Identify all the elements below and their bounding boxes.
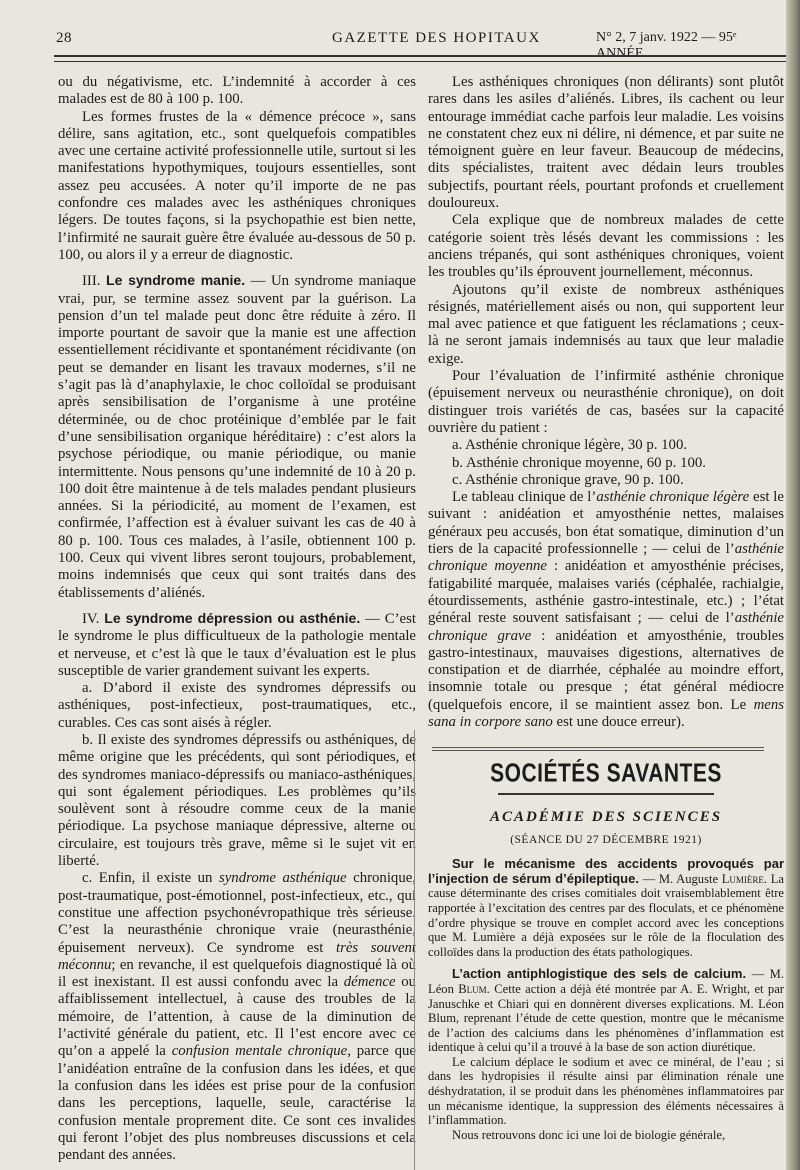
paragraph-clinical (428, 489, 784, 731)
page-number: 28 (56, 30, 72, 46)
column-divider (414, 730, 415, 1170)
text: : anidéation et amyosthénie précises, fatigabilité marquée, malaises variés (céphalée, rachialgie, étourdissements, asthénie gastro-intestinale, etc.) ; l’état général reste souvent satisfaisant ; — celui de l’ (428, 558, 784, 627)
text: , parce que l’anidéation entraîne de la confusion dans les idées, et que la confusion dans les idées est prise pour de la confusion dans les perceptions, laquelle, seule, caractérise la confusion mentale proprement dite. Ce sont ces invalides qui feront l’objet des plus nombreuses discussions et cela pendant des années. (58, 1043, 416, 1164)
text: chronique, post-traumatique, post-émotionnel, post-infectieux, etc., qui constitue une affection psychonévropathique très sérieuse. C’est la neurasthénie chronique vraie (neurasthénie, épuisement nerveux). Ce syndrome est (58, 870, 416, 956)
emphasis: asthénie chronique légère (596, 489, 750, 506)
academy-heading: ACADÉMIE DES SCIENCES (489, 808, 723, 825)
list-item: a. Asthénie chronique légère, 30 p. 100. (452, 437, 688, 454)
section-asthenie (58, 610, 416, 680)
paragraph: ou du négativisme, etc. L’indemnité à accorder à ces malades est de 80 à 100 p. 100. (58, 74, 416, 108)
paragraph: Le calcium déplace le sodium et avec ce minéral, de l’eau ; si dans les hydropisies il résulte ainsi par élimination rénale une déshydratation, il se produit dans les phénomènes inflammatoires par un mécanisme identique, la suppression des éléments nécessaires à l’inflammation. (428, 1054, 784, 1128)
paragraph-a: a. D’abord il existe des syndromes dépressifs ou asthéniques, post-infectieux, post-traumatiques, etc., curables. Ces cas sont aisés à régler. (58, 680, 416, 731)
list-item: b. Asthénie chronique moyenne, 60 p. 100. (452, 454, 706, 471)
text: c. Enfin, il existe un (82, 870, 219, 887)
emphasis: mens sana in corpore sano (428, 696, 784, 730)
text: . La cause déterminante des crises comitiales doit vraisemblablement être rapportée à l’excitation des centres par des floculats, et ce phénomène d’ordre physique se trouve en complet accord avec les conceptions que M. Lumière a déjà exposées sur le rôle de la floculation des colloïdes dans la production des états pathologiques. (428, 871, 784, 959)
section-manie (58, 272, 416, 602)
text: est une douce erreur). (552, 713, 685, 730)
paragraph-c (58, 870, 416, 1164)
section-text: — C’est le syndrome le plus difficultueux de la pathologie mentale et nerveuse, et c’est là que le taux d’évaluation est le plus susceptible de varier grandement suivant les experts. (58, 610, 416, 679)
section-rule (432, 750, 764, 751)
emphasis: syndrome asthénique (218, 870, 347, 887)
text: ; en revanche, il est quelquefois diagnostiqué là où il est inexistant. Il est aussi confondu avec la (58, 956, 416, 991)
author: Blum (458, 981, 487, 996)
emphasis: très souvent méconnu (58, 939, 416, 973)
text: — M. Léon (428, 967, 784, 996)
report-title: L’action antiphlogistique des sels de calcium. (452, 966, 747, 982)
paragraph: Ajoutons qu’il existe de nombreux asthéniques résignés, matériellement aisés ou non, qui supportent leur mal avec patience et que fatiguent les réclamations ; ceux-là ne seront jamais indemnisés au taux que leur maladie exige. (428, 281, 784, 367)
section-rule (432, 747, 764, 748)
author: Lumière (721, 871, 764, 886)
emphasis: démence (343, 974, 396, 991)
section-number: IV. (82, 610, 100, 627)
section-number: III. (82, 273, 101, 290)
journal-title: GAZETTE DES HOPITAUX (332, 30, 541, 46)
text: Le tableau clinique de l’ (452, 489, 597, 506)
text: est le suivant : anidéation et amyosthénie nettes, malaises généraux peu accusés, bon état somatique, diminution d’un tiers de la capacité professionnelle ; — celui de l’ (428, 489, 784, 558)
header-rule-thin (54, 61, 788, 62)
session-date: (SÉANCE DU 27 DÉCEMBRE 1921) (510, 833, 702, 846)
paragraph: Nous retrouvons donc ici une loi de biologie générale, (452, 1127, 726, 1142)
section-heading: Le syndrome dépression ou asthénie. (104, 609, 361, 626)
section-text: — Un syndrome maniaque vrai, pur, se termine assez souvent par la guérison. La pension d’un tel malade peut donc être réduite à zéro. Il importe pourtant de savoir que la manie est une affection essentiellement récidivante et spontanément récidivante (on peut se demander en lisant les travaux modernes, s’il ne s’agit pas là d’anaphylaxie, le choc colloïdal se produisant après sensibilisation de l’organisme à une protéine déterminée, ou de choc protéinique d’emblée par le fait d’une sensibilisation organique héréditaire) : c’est alors la psychose périodique, ou manie périodique, ou manie intermittente. Nous pensons qu’une indemnité de 10 à 20 p. 100 doit être maintenue à de tels malades pendant plusieurs années. Si la périodicité, au moment de l’examen, est confirmée, l’affection est à évaluer suivant les cas de 40 à 80 p. 100. Tous ces malades, à l’asile, obtiennent 100 p. 100. Ceux qui vivent libres seront toujours, probablement, moins indemnisés que ceux qui sont traités dans des établissements d’aliénés. (58, 273, 416, 601)
paragraph: Pour l’évaluation de l’infirmité asthénie chronique (épuisement nerveux ou neurasthénie chronique), on doit distinguer trois variétés de cas, basées sur la capacité ouvrière du patient : (428, 368, 784, 436)
title-rule (498, 793, 714, 795)
text: ou affaiblissement intellectuel, à cause des troubles de la mémoire, de l’attention, à cause de la diminution de l’activité générale du patient, etc. Il l’est encore avec ce qu’on a appelé la (58, 974, 417, 1060)
list-item: c. Asthénie chronique grave, 90 p. 100. (452, 471, 684, 488)
report (428, 967, 784, 1055)
left-column (58, 74, 416, 1164)
emphasis: asthénie chronique moyenne (428, 541, 784, 575)
text: . Cette action a déjà été montrée par A. E. Wright, et par Januschke et Chiari qui en donnèrent diverses explications. M. Léon Blum, reprenant l’étude de cette question, montre que le mécanisme de l’action des calciums dans les phénomènes d’inflammation est identique à celui qu’il a trouvé à la base de son action diurétique. (428, 981, 784, 1055)
paragraph: Les asthéniques chroniques (non délirants) sont plutôt rares dans les asiles d’aliénés. Libres, ils cachent ou leur entourage immédiat cache parfois leur maladie. Les voisins ne constatent chez eux ni délire, ni démence, et par suite ne témoignent guère en leur faveur. Beaucoup de médecins, dits spécialistes, traitent avec dédain leurs troubles subjectifs, pourtant réels, pourtant profonds et cruellement douloureux. (428, 74, 784, 212)
paragraph: Les formes frustes de la « démence précoce », sans délire, sans agitation, etc., sont quelquefois compatibles avec une certaine activité professionnelle utile, surtout si les manifestations hypothymiques, toujours essentielles, sont assez peu accusées. A noter qu’il importe de ne pas confondre ces malades avec les asthéniques chroniques légers. De toutes façons, si la psychopathie est bien nette, l’infirmité ne saurait guère être évaluée au-dessous de 50 p. 100, ou alors il y a erreur de diagnostic. (58, 108, 416, 263)
section-heading: Le syndrome manie. (106, 272, 246, 289)
report (428, 857, 784, 959)
page-edge (786, 0, 800, 1170)
paragraph: Cela explique que de nombreux malades de cette catégorie soient très lésés devant les commissions : les anciens trépanés, qui sont asthéniques chroniques, voient les troubles qu’ils éprouvent journellement, méconnus. (428, 212, 784, 281)
emphasis: asthénie chronique grave (428, 610, 784, 644)
paragraph-b: b. Il existe des syndromes dépressifs ou asthéniques, de même origine que les précédents, qui sont périodiques, et des syndromes maniaco-dépressifs ou maniaco-asthéniques, qui sont également périodiques. Les problèmes qu’ils soulèvent sont à résoudre comme ceux de la manie périodique. La psychose maniaque dépressive, alterne ou circulaire, est toujours très grave, même si le sujet vit en liberté. (58, 731, 416, 870)
emphasis: confusion mentale chronique (171, 1043, 348, 1060)
academy-reports (428, 857, 784, 1142)
header-rule-thick (54, 55, 788, 57)
report-title: Sur le mécanisme des accidents provoqués par l’injection de sérum d’épileptique. (428, 856, 784, 886)
text: — M. Auguste (638, 871, 722, 886)
right-column (428, 74, 784, 1142)
running-header (56, 30, 786, 61)
text: : anidéation et amyosthénie, troubles gastro-intestinaux, mauvaises digestions, alternatives de constipation et de diarrhée, céphalée au moindre effort, insomnie totale ou presque ; état général médiocre (quelquefois encore, il se maintient assez bon. Le (428, 627, 784, 713)
issue-line: N° 2, 7 janv. 1922 — 95ᵉ ANNÉE. (596, 30, 737, 61)
section-title: SOCIÉTÉS SAVANTES (490, 759, 722, 789)
